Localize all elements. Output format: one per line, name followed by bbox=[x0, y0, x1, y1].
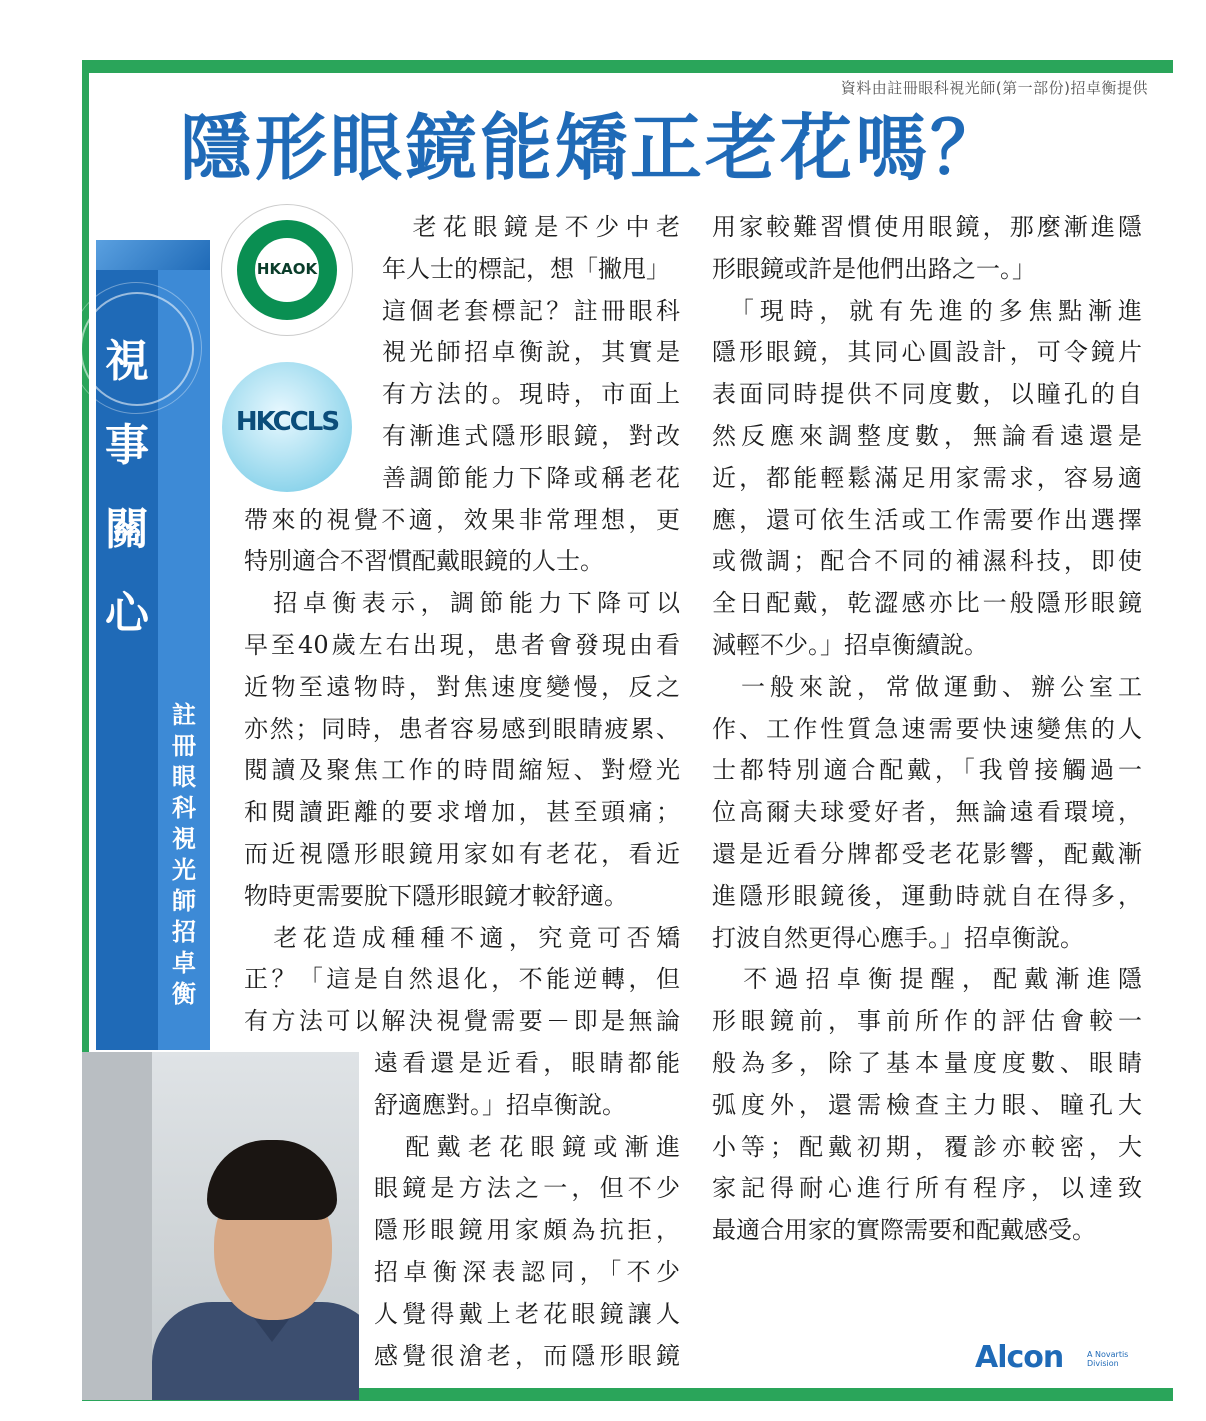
article-line: 作、工作性質急速需要快速變焦的人 bbox=[712, 714, 1142, 743]
article-line: 年人士的標記，想「撇甩」 bbox=[382, 254, 670, 283]
alcon-logo-subtitle bbox=[1087, 1350, 1128, 1368]
article-line: 有漸進式隱形眼鏡，對改 bbox=[382, 422, 680, 450]
article-line: 配戴老花眼鏡或漸進 bbox=[374, 1132, 680, 1161]
author-char: 光 bbox=[172, 856, 196, 884]
article-line: 正？「這是自然退化，不能逆轉，但 bbox=[244, 965, 680, 994]
article-line: 特別適合不習慣配戴眼鏡的人士。 bbox=[244, 547, 604, 576]
article-title: 隱形眼鏡能矯正老花嗎？ bbox=[180, 106, 1006, 190]
article-line: 視光師招卓衡說，其實是 bbox=[382, 338, 680, 367]
article-line: 弧度外，還需檢查主力眼、瞳孔大 bbox=[712, 1090, 1142, 1119]
article-line: 和閱讀距離的要求增加，甚至頭痛； bbox=[244, 798, 680, 827]
article-line: 「現時，就有先進的多焦點漸進 bbox=[712, 296, 1142, 325]
article-line: 老花造成種種不適，究竟可否矯 bbox=[244, 923, 680, 952]
photo-hair bbox=[207, 1140, 337, 1220]
article-line: 小等；配戴初期，覆診亦較密，大 bbox=[712, 1132, 1142, 1161]
article-line: 或微調；配合不同的補濕科技，即使 bbox=[712, 547, 1142, 576]
article-line: 減輕不少。」招卓衡續說。 bbox=[712, 631, 988, 659]
article-line: 隱形眼鏡用家頗為抗拒， bbox=[374, 1216, 680, 1245]
article-line: 善調節能力下降或稱老花 bbox=[382, 463, 680, 492]
article-line: 還是近看分牌都受老花影響，配戴漸 bbox=[712, 840, 1142, 868]
article-line: 一般來說，常做運動、辦公室工 bbox=[712, 672, 1142, 701]
article-line: 帶來的視覺不適，效果非常理想，更 bbox=[244, 505, 680, 534]
article-line: 閱讀及聚焦工作的時間縮短、對燈光 bbox=[244, 756, 680, 785]
article-line: 不過招卓衡提醒，配戴漸進隱 bbox=[712, 965, 1142, 994]
article-line: 近，都能輕鬆滿足用家需求，容易適 bbox=[712, 463, 1142, 492]
article-line: 般為多，除了基本量度度數、眼睛 bbox=[712, 1049, 1142, 1077]
author-char: 冊 bbox=[172, 732, 196, 760]
author-photo bbox=[82, 1052, 359, 1400]
article-line: 全日配戴，乾澀感亦比一般隱形眼鏡 bbox=[712, 589, 1142, 618]
photo-background-wall bbox=[82, 1052, 152, 1400]
column-name-char: 視 bbox=[105, 336, 149, 387]
article-line: 這個老套標記？註冊眼科 bbox=[382, 296, 680, 325]
article-line: 家記得耐心進行所有程序，以達致 bbox=[712, 1174, 1142, 1203]
article-line: 隱形眼鏡，其同心圓設計，可令鏡片 bbox=[712, 338, 1142, 367]
source-credit: 資料由註冊眼科視光師(第一部份)招卓衡提供 bbox=[840, 79, 1148, 97]
alcon-logo: Alcon bbox=[975, 1340, 1064, 1375]
article-line: 有方法的。現時，市面上 bbox=[382, 380, 680, 409]
article-line: 進隱形眼鏡後，運動時就自在得多， bbox=[712, 881, 1142, 910]
alcon-sub-line: Division bbox=[1087, 1359, 1119, 1368]
alcon-sub-line: A Novartis bbox=[1087, 1350, 1129, 1359]
article-line: 而近視隱形眼鏡用家如有老花，看近 bbox=[244, 840, 680, 868]
hkaok-logo-text: HKAOK bbox=[256, 260, 318, 278]
column-name bbox=[96, 320, 158, 656]
article-line: 感覺很滄老，而隱形眼鏡 bbox=[374, 1341, 680, 1370]
frame-top-border bbox=[82, 60, 1173, 73]
article-line: 老花眼鏡是不少中老 bbox=[382, 213, 680, 241]
article-line: 舒適應對。」招卓衡說。 bbox=[374, 1090, 626, 1119]
article-line: 招卓衡表示，調節能力下降可以 bbox=[244, 589, 680, 618]
article-line: 打波自然更得心應手。」招卓衡說。 bbox=[712, 923, 1084, 952]
hkccls-logo-text: HKCCLS bbox=[235, 407, 339, 437]
column-banner-cap bbox=[96, 240, 210, 270]
article-line: 早至40歲左右出現，患者會發現由看 bbox=[244, 631, 680, 659]
article-line: 眼鏡是方法之一，但不少 bbox=[374, 1174, 680, 1203]
author-char: 師 bbox=[172, 887, 196, 915]
author-char: 眼 bbox=[172, 763, 196, 791]
article-line: 亦然；同時，患者容易感到眼睛疲累、 bbox=[244, 714, 680, 743]
article-line: 物時更需要脫下隱形眼鏡才較舒適。 bbox=[244, 881, 628, 910]
author-char: 科 bbox=[172, 794, 196, 822]
author-char: 註 bbox=[172, 701, 196, 729]
article-line: 位高爾夫球愛好者，無論遠看環境， bbox=[712, 798, 1142, 827]
article-line: 應，還可依生活或工作需要作出選擇 bbox=[712, 505, 1142, 534]
column-name-char: 心 bbox=[105, 588, 149, 639]
author-char: 卓 bbox=[172, 949, 196, 977]
article-line: 用家較難習慣使用眼鏡，那麼漸進隱 bbox=[712, 213, 1142, 241]
article-line: 人覺得戴上老花眼鏡讓人 bbox=[374, 1299, 680, 1328]
author-char: 視 bbox=[172, 825, 196, 853]
article-line: 近物至遠物時，對焦速度變慢，反之 bbox=[244, 672, 680, 701]
article-line: 然反應來調整度數，無論看遠還是 bbox=[712, 422, 1142, 450]
author-char: 衡 bbox=[172, 980, 196, 1008]
article-line: 有方法可以解決視覺需要－即是無論 bbox=[244, 1007, 680, 1036]
hkccls-logo bbox=[222, 362, 352, 492]
article-line: 表面同時提供不同度數，以瞳孔的自 bbox=[712, 380, 1142, 409]
article-line: 形眼鏡或許是他們出路之一。」 bbox=[712, 254, 1036, 283]
article-line: 形眼鏡前，事前所作的評估會較一 bbox=[712, 1007, 1142, 1036]
author-char: 招 bbox=[172, 918, 196, 946]
article-line: 招卓衡深表認同，「不少 bbox=[374, 1258, 680, 1286]
column-name-char: 事 bbox=[105, 420, 149, 471]
column-author bbox=[158, 700, 210, 1010]
column-name-char: 關 bbox=[105, 504, 149, 555]
frame-left-border bbox=[82, 60, 89, 1055]
article-line: 士都特別適合配戴，「我曾接觸過一 bbox=[712, 756, 1142, 785]
hkaok-logo bbox=[222, 205, 352, 335]
article-line: 遠看還是近看，眼睛都能 bbox=[374, 1049, 680, 1077]
article-line: 最適合用家的實際需要和配戴感受。 bbox=[712, 1216, 1096, 1245]
